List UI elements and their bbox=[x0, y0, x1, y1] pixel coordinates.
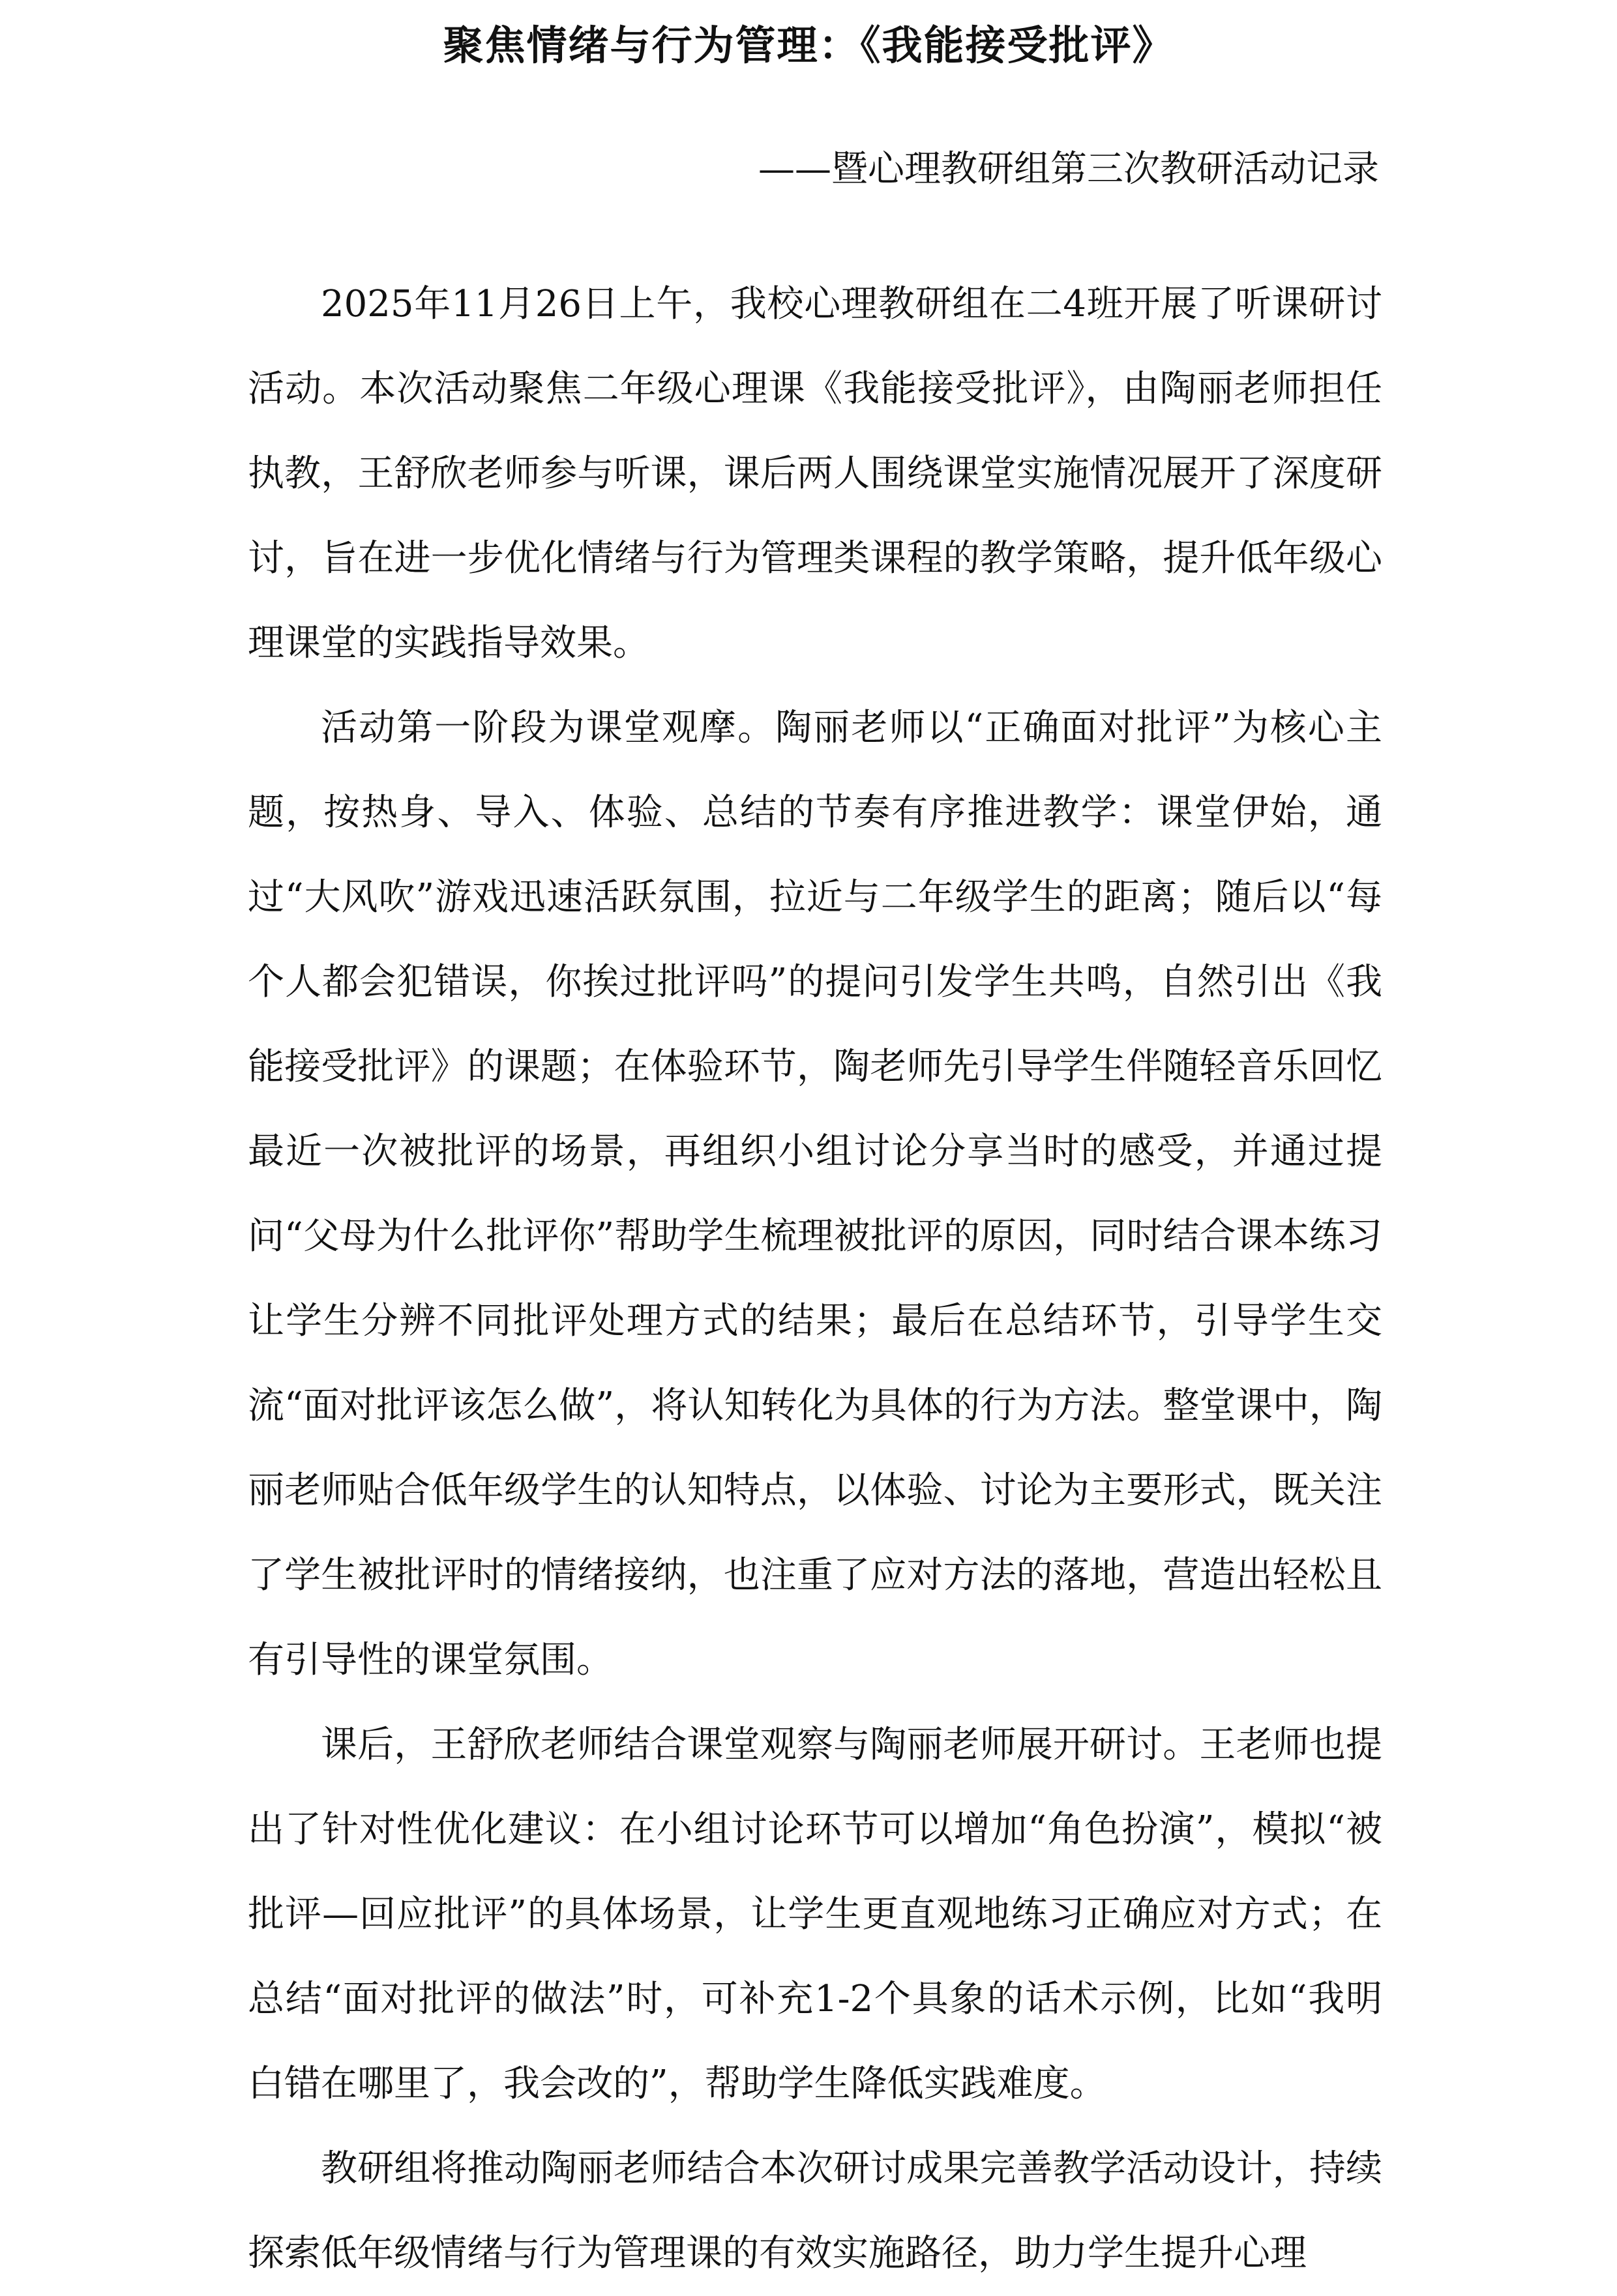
paragraph-observation: 活动第一阶段为课堂观摩。陶丽老师以“正确面对批评”为核心主题，按热身、导入、体验、总结的节奏有序推进教学：课堂伊始，通过“大风吹”游戏迅速活跃氛围，拉近与二年级学生的距离；随后以“每个人都会犯错误，你挨过批评吗”的提问引发学生共鸣，自然引出《我能接受批评》的课题；在体验环节，陶老师先引导学生伴随轻音乐回忆最近一次被批评的场景，再组织小组讨论分享当时的感受，并通过提问“父母为什么批评你”帮助学生梳理被批评的原因，同时结合课本练习让学生分辨不同批评处理方式的结果；最后在总结环节，引导学生交流“面对批评该怎么做”，将认知转化为具体的行为方法。整堂课中，陶丽老师贴合低年级学生的认知特点，以体验、讨论为主要形式，既关注了学生被批评时的情绪接纳，也注重了应对方法的落地，营造出轻松且有引导性的课堂氛围。 bbox=[248, 707, 1382, 1681]
document-body bbox=[248, 262, 1382, 2296]
document-title: 聚焦情绪与行为管理：《我能接受批评》 bbox=[443, 22, 1174, 69]
document-subtitle: ——暨心理教研组第三次教研活动记录 bbox=[758, 148, 1379, 190]
paragraph-discussion: 课后，王舒欣老师结合课堂观察与陶丽老师展开研讨。王老师也提出了针对性优化建议：在小组讨论环节可以增加“角色扮演”，模拟“被批评—回应批评”的具体场景，让学生更直观地练习正确应对方式；在总结“面对批评的做法”时，可补充1-2个具象的话术示例，比如“我明白错在哪里了，我会改的”，帮助学生降低实践难度。 bbox=[248, 1724, 1382, 2105]
paragraph-conclusion: 教研组将推动陶丽老师结合本次研讨成果完善教学活动设计，持续探索低年级情绪与行为管理课的有效实施路径，助力学生提升心理 bbox=[248, 2147, 1382, 2274]
paragraph-intro: 2025年11月26日上午，我校心理教研组在二4班开展了听课研讨活动。本次活动聚焦二年级心理课《我能接受批评》，由陶丽老师担任执教，王舒欣老师参与听课，课后两人围绕课堂实施情况展开了深度研讨，旨在进一步优化情绪与行为管理类课程的教学策略，提升低年级心理课堂的实践指导效果。 bbox=[248, 283, 1382, 664]
